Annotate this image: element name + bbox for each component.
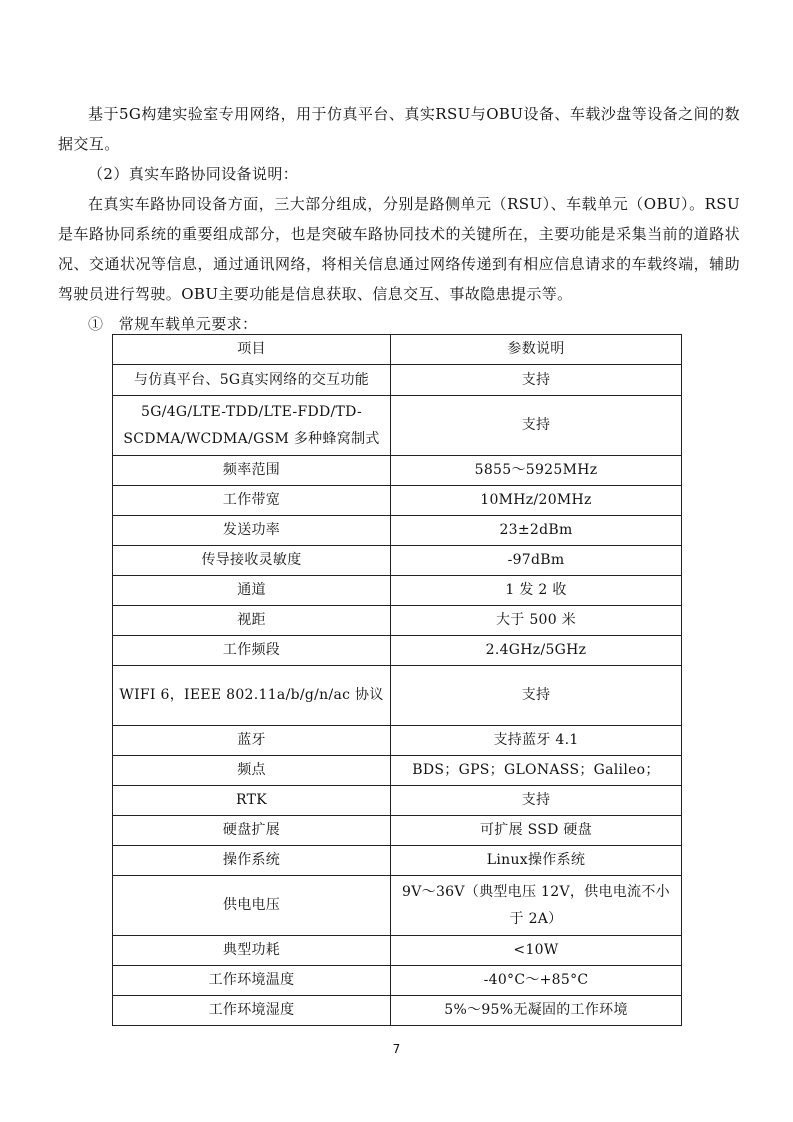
section-heading-device-description: （2）真实车路协同设备说明： (88, 165, 299, 183)
spec-item: 视距 (113, 606, 391, 636)
table-row (113, 936, 682, 966)
spec-item: 典型功耗 (113, 936, 391, 966)
spec-item: 频点 (113, 756, 391, 786)
spec-item: RTK (113, 786, 391, 816)
paragraph-device-description: 在真实车路协同设备方面，三大部分组成，分别是路侧单元（RSU）、车载单元（OBU）。RSU是车路协同系统的重要组成部分，也是突破车路协同技术的关键所在，主要功能是采集当前的道路状况、交通状况等信息，通过通讯网络，将相关信息通过网络传递到有相应信息请求的车载终端，辅助驾驶员进行驾驶。OBU主要功能是信息获取、信息交互、事故隐患提示等。 (58, 195, 740, 303)
spec-value: <10W (391, 936, 682, 966)
spec-value: 10MHz/20MHz (391, 486, 682, 516)
table-row (113, 666, 682, 726)
spec-value: -40°C～+85°C (391, 966, 682, 996)
table-row (113, 486, 682, 516)
spec-value: 可扩展 SSD 硬盘 (391, 816, 682, 846)
table-row (113, 786, 682, 816)
spec-value: 1 发 2 收 (391, 576, 682, 606)
spec-value: 支持 (391, 786, 682, 816)
table-row (113, 876, 682, 936)
table-header-row (113, 335, 682, 365)
spec-value: 2.4GHz/5GHz (391, 636, 682, 666)
table-row (113, 546, 682, 576)
spec-item: 通道 (113, 576, 391, 606)
table-row (113, 606, 682, 636)
spec-value: 5%～95%无凝固的工作环境 (391, 996, 682, 1026)
table-row (113, 996, 682, 1026)
spec-value: 9V～36V（典型电压 12V，供电电流不小于 2A） (391, 876, 682, 936)
table-row (113, 966, 682, 996)
table-row (113, 846, 682, 876)
subheading-obu-requirements: ① 常规车载单元要求： (88, 315, 258, 333)
spec-value: BDS；GPS；GLONASS；Galileo； (391, 756, 682, 786)
spec-item: 工作环境温度 (113, 966, 391, 996)
page-number: 7 (392, 1042, 401, 1056)
spec-item: 操作系统 (113, 846, 391, 876)
spec-item: 与仿真平台、5G真实网络的交互功能 (113, 365, 391, 396)
spec-value: 大于 500 米 (391, 606, 682, 636)
spec-value: -97dBm (391, 546, 682, 576)
spec-value: 支持 (391, 365, 682, 396)
obu-spec-table (112, 334, 682, 1026)
spec-item: 发送功率 (113, 516, 391, 546)
table-row (113, 636, 682, 666)
spec-item: 5G/4G/LTE-TDD/LTE-FDD/TD-SCDMA/WCDMA/GSM 多种蜂窝制式 (113, 396, 391, 456)
spec-value: 23±2dBm (391, 516, 682, 546)
spec-item: 传导接收灵敏度 (113, 546, 391, 576)
table-row (113, 726, 682, 756)
table-row (113, 576, 682, 606)
spec-item: 蓝牙 (113, 726, 391, 756)
table-row (113, 396, 682, 456)
spec-item: WIFI 6，IEEE 802.11a/b/g/n/ac 协议 (113, 666, 391, 726)
spec-value: 支持 (391, 396, 682, 456)
header-parameter: 参数说明 (391, 335, 682, 365)
spec-item: 工作频段 (113, 636, 391, 666)
table-row (113, 456, 682, 486)
spec-item: 工作带宽 (113, 486, 391, 516)
paragraph-network-intro: 基于5G构建实验室专用网络，用于仿真平台、真实RSU与OBU设备、车载沙盘等设备之间的数据交互。 (58, 105, 740, 153)
spec-value: Linux操作系统 (391, 846, 682, 876)
spec-value: 5855～5925MHz (391, 456, 682, 486)
table-row (113, 816, 682, 846)
spec-item: 硬盘扩展 (113, 816, 391, 846)
spec-value: 支持 (391, 666, 682, 726)
spec-item: 供电电压 (113, 876, 391, 936)
spec-value: 支持蓝牙 4.1 (391, 726, 682, 756)
spec-item: 工作环境湿度 (113, 996, 391, 1026)
table-row (113, 516, 682, 546)
spec-item: 频率范围 (113, 456, 391, 486)
header-item: 项目 (113, 335, 391, 365)
table-row (113, 365, 682, 396)
table-row (113, 756, 682, 786)
